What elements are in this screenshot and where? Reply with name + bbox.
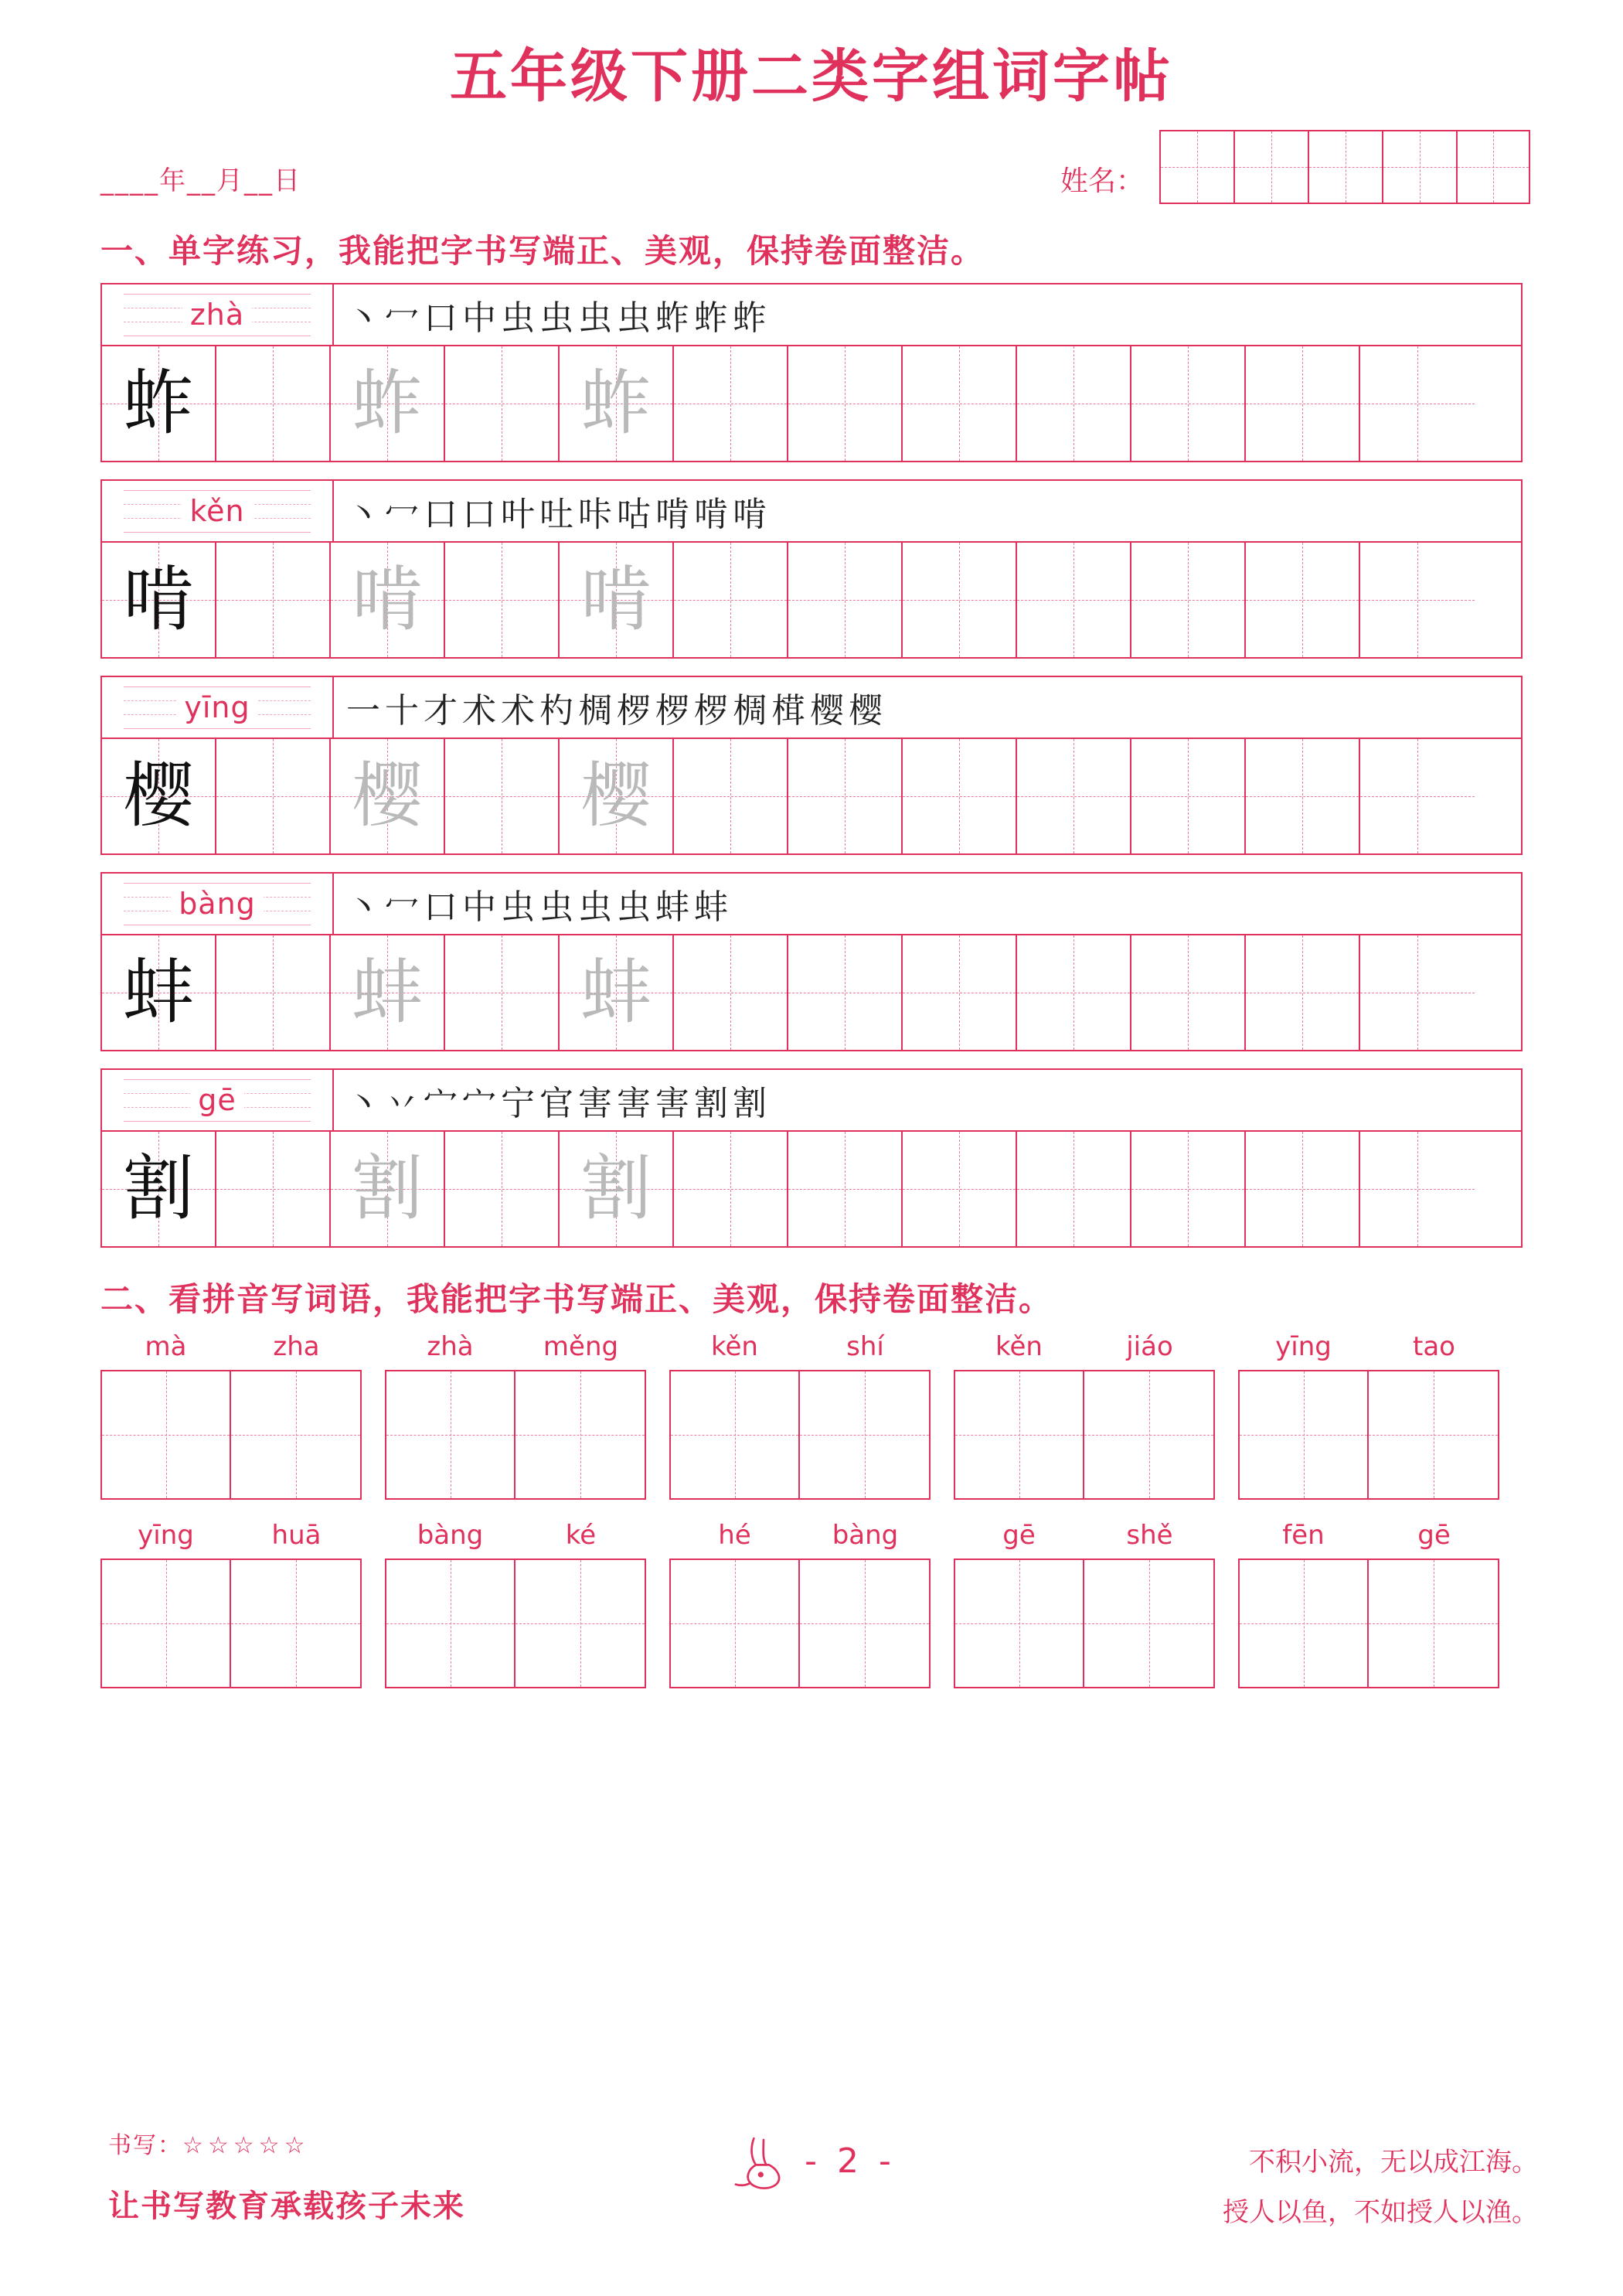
word-writing-cell[interactable] [231, 1560, 360, 1687]
word-writing-cell[interactable] [955, 1560, 1084, 1687]
word-pinyin-syllable: kěn [995, 1331, 1043, 1362]
word-pinyin-syllable: huā [271, 1520, 322, 1551]
word-item [669, 1331, 931, 1500]
tracing-cell[interactable] [216, 543, 331, 657]
stroke-step: 椆 [733, 691, 767, 731]
stroke-step: 虫 [617, 298, 651, 338]
pinyin-text: zhà [182, 298, 252, 332]
stroke-order-sequence [334, 677, 1521, 738]
stroke-step: 虫 [501, 298, 535, 338]
tracing-cell[interactable] [102, 346, 216, 461]
word-pinyin-syllable: měng [543, 1331, 619, 1362]
word-item [669, 1520, 931, 1688]
word-writing-grid[interactable] [669, 1370, 931, 1500]
word-pinyin-syllable: fēn [1282, 1520, 1325, 1551]
tracing-cell[interactable] [674, 739, 788, 853]
model-character: 啃 [122, 558, 194, 641]
page-title: 五年级下册二类字组词字帖 [450, 43, 1173, 110]
tracing-cell[interactable] [102, 739, 216, 853]
word-writing-grid[interactable] [954, 1370, 1215, 1500]
tracing-cell[interactable] [903, 739, 1017, 853]
tracing-grid[interactable] [102, 1132, 1521, 1246]
stroke-step: 害 [578, 1084, 612, 1123]
stroke-step: 丶 [346, 887, 380, 927]
ghost-character: 蚌 [580, 951, 652, 1034]
stroke-step: 虫 [539, 298, 573, 338]
stroke-step: 丶 [346, 298, 380, 338]
tracing-cell[interactable] [102, 543, 216, 657]
word-pinyin-syllable: bàng [417, 1520, 484, 1551]
pinyin-text: gē [190, 1083, 244, 1117]
word-writing-cell[interactable] [800, 1560, 929, 1687]
tracing-cell[interactable] [445, 543, 560, 657]
stroke-step: 吐 [539, 495, 573, 534]
tracing-cell[interactable] [788, 935, 903, 1050]
word-writing-grid[interactable] [669, 1558, 931, 1688]
word-writing-grid[interactable] [100, 1370, 362, 1500]
practice-block [100, 872, 1523, 1051]
tracing-cell[interactable] [560, 346, 674, 461]
footer-center [727, 2126, 896, 2196]
ghost-character: 樱 [580, 755, 652, 837]
tracing-cell[interactable] [445, 935, 560, 1050]
stroke-step: 虫 [578, 887, 612, 927]
word-pinyin-syllable: gē [1002, 1520, 1036, 1551]
word-writing-cell[interactable] [1240, 1560, 1369, 1687]
stroke-step: 术 [462, 691, 496, 731]
word-item [954, 1331, 1215, 1500]
tracing-cell[interactable] [674, 543, 788, 657]
word-pinyin-syllable: shě [1126, 1520, 1173, 1551]
stroke-step: 啃 [694, 495, 728, 534]
pinyin-cell [102, 677, 334, 738]
word-writing-cell[interactable] [231, 1371, 360, 1498]
word-writing-grid[interactable] [385, 1370, 646, 1500]
word-writing-grid[interactable] [385, 1558, 646, 1688]
practice-block [100, 479, 1523, 659]
pinyin-stroke-row [102, 874, 1521, 935]
rabbit-icon [727, 2126, 797, 2196]
tracing-cell[interactable] [445, 739, 560, 853]
practice-block [100, 283, 1523, 462]
stroke-step: 术 [501, 691, 535, 731]
ghost-character: 割 [351, 1147, 423, 1230]
stroke-step: 蚱 [733, 298, 767, 338]
name-cell[interactable] [1456, 130, 1530, 204]
pinyin-cell [102, 481, 334, 541]
footer [0, 2118, 1623, 2265]
stroke-step: 十 [385, 691, 419, 731]
word-item [385, 1331, 646, 1500]
tracing-cell[interactable] [102, 1132, 216, 1246]
stroke-step: 虫 [501, 887, 535, 927]
ghost-character: 蚱 [351, 362, 423, 445]
word-writing-cell[interactable] [515, 1560, 645, 1687]
stroke-step: 口 [424, 887, 458, 927]
stroke-step: 中 [462, 887, 496, 927]
word-writing-cell[interactable] [386, 1371, 515, 1498]
stroke-step: 才 [424, 691, 458, 731]
tracing-grid[interactable] [102, 543, 1521, 657]
stroke-step: 官 [539, 1084, 573, 1123]
stroke-step: 口 [462, 495, 496, 534]
word-rows [100, 1331, 1523, 1688]
name-label: 姓名： [1060, 165, 1144, 197]
word-item [385, 1520, 646, 1688]
model-character: 蚌 [122, 951, 194, 1034]
stroke-step: 椤 [694, 691, 728, 731]
pinyin-text: kěn [182, 494, 252, 528]
word-row [100, 1331, 1523, 1500]
word-pinyin-syllable: tao [1413, 1331, 1455, 1362]
pinyin-cell [102, 1070, 334, 1130]
word-pinyin-syllable: yīng [138, 1520, 194, 1551]
word-pinyin [669, 1520, 931, 1558]
tracing-cell[interactable] [1360, 935, 1475, 1050]
stroke-step: 害 [655, 1084, 689, 1123]
tracing-cell[interactable] [331, 1132, 445, 1246]
stroke-step: 咔 [578, 495, 612, 534]
tracing-cell[interactable] [216, 1132, 331, 1246]
tracing-cell[interactable] [1360, 739, 1475, 853]
write-rating[interactable] [108, 2126, 465, 2160]
word-pinyin [1238, 1331, 1499, 1370]
tracing-cell[interactable] [1131, 935, 1246, 1050]
tracing-cell[interactable] [445, 346, 560, 461]
stroke-order-sequence [334, 481, 1521, 541]
stroke-step: 害 [617, 1084, 651, 1123]
stroke-step: 杓 [539, 691, 573, 731]
tracing-cell[interactable] [331, 935, 445, 1050]
stroke-step: 樱 [849, 691, 883, 731]
word-writing-cell[interactable] [102, 1560, 231, 1687]
tracing-cell[interactable] [331, 543, 445, 657]
word-writing-cell[interactable] [1084, 1371, 1213, 1498]
tracing-cell[interactable] [1017, 935, 1131, 1050]
stroke-step: 蚱 [694, 298, 728, 338]
tracing-cell[interactable] [674, 935, 788, 1050]
tracing-cell[interactable] [1246, 346, 1360, 461]
stroke-step: 叶 [501, 495, 535, 534]
tracing-cell[interactable] [1131, 1132, 1246, 1246]
stroke-step: 椤 [617, 691, 651, 731]
ghost-character: 蚌 [351, 951, 423, 1034]
tracing-cell[interactable] [560, 543, 674, 657]
practice-block [100, 1068, 1523, 1248]
word-pinyin-syllable: bàng [832, 1520, 899, 1551]
tracing-cell[interactable] [1246, 1132, 1360, 1246]
word-writing-cell[interactable] [1369, 1560, 1498, 1687]
tracing-cell[interactable] [1360, 543, 1475, 657]
stroke-step: 虫 [539, 887, 573, 927]
stroke-step: 啃 [733, 495, 767, 534]
stroke-step: 丶 [346, 495, 380, 534]
tracing-cell[interactable] [674, 346, 788, 461]
stroke-step: 咕 [617, 495, 651, 534]
tracing-cell[interactable] [903, 543, 1017, 657]
tracing-grid[interactable] [102, 935, 1521, 1050]
name-cell[interactable] [1159, 130, 1233, 204]
word-writing-cell[interactable] [386, 1560, 515, 1687]
section-one-heading: 一、单字练习，我能把字书写端正、美观，保持卷面整洁。 [100, 232, 985, 270]
stroke-step: 一 [346, 691, 380, 731]
section-two-heading: 二、看拼音写词语，我能把字书写端正、美观，保持卷面整洁。 [100, 1280, 1053, 1318]
tracing-cell[interactable] [903, 1132, 1017, 1246]
tracing-cell[interactable] [903, 935, 1017, 1050]
word-writing-grid[interactable] [1238, 1558, 1499, 1688]
page-number: - 2 - [805, 2141, 896, 2181]
tracing-cell[interactable] [1360, 346, 1475, 461]
practice-block [100, 676, 1523, 855]
tracing-cell[interactable] [1131, 739, 1246, 853]
word-pinyin-syllable: zha [273, 1331, 320, 1362]
stroke-order-sequence [334, 874, 1521, 934]
tracing-cell[interactable] [788, 346, 903, 461]
word-pinyin-syllable: kěn [711, 1331, 758, 1362]
stroke-step: 冖 [385, 495, 419, 534]
stroke-step: 割 [694, 1084, 728, 1123]
tracing-cell[interactable] [1131, 543, 1246, 657]
tracing-cell[interactable] [1131, 346, 1246, 461]
word-item [1238, 1520, 1499, 1688]
word-pinyin-syllable: gē [1417, 1520, 1451, 1551]
tracing-cell[interactable] [102, 935, 216, 1050]
tracing-cell[interactable] [788, 739, 903, 853]
stroke-step: 宁 [501, 1084, 535, 1123]
ghost-character: 割 [580, 1147, 652, 1230]
model-character: 割 [122, 1147, 194, 1230]
word-writing-cell[interactable] [1084, 1560, 1213, 1687]
word-item [1238, 1331, 1499, 1500]
word-pinyin [1238, 1520, 1499, 1558]
name-cell[interactable] [1308, 130, 1382, 204]
stroke-step: 樱 [810, 691, 844, 731]
stroke-step: 割 [733, 1084, 767, 1123]
star-rating[interactable]: ☆☆☆☆☆ [182, 2132, 310, 2159]
stroke-step: 椆 [578, 691, 612, 731]
tracing-cell[interactable] [1017, 1132, 1131, 1246]
stroke-step: 丶 [346, 1084, 380, 1123]
word-pinyin-syllable: hé [718, 1520, 751, 1551]
stroke-step: 蚌 [694, 887, 728, 927]
tracing-cell[interactable] [1017, 543, 1131, 657]
tracing-cell[interactable] [788, 543, 903, 657]
word-pinyin [669, 1331, 931, 1370]
tracing-grid[interactable] [102, 739, 1521, 853]
pinyin-stroke-row [102, 1070, 1521, 1132]
stroke-step: 蚌 [655, 887, 689, 927]
pinyin-cell [102, 874, 334, 934]
word-writing-grid[interactable] [1238, 1370, 1499, 1500]
pinyin-stroke-row [102, 677, 1521, 739]
word-writing-cell[interactable] [671, 1560, 800, 1687]
footer-left [108, 2126, 465, 2226]
stroke-step: 虫 [578, 298, 612, 338]
word-writing-cell[interactable] [955, 1371, 1084, 1498]
word-writing-cell[interactable] [1240, 1371, 1369, 1498]
word-writing-grid[interactable] [100, 1558, 362, 1688]
name-cell[interactable] [1382, 130, 1456, 204]
practice-blocks [0, 283, 1623, 1248]
word-pinyin [100, 1331, 362, 1370]
date-line[interactable]: ____年__月__日 [100, 165, 301, 196]
stroke-step: 宀 [424, 1084, 458, 1123]
footer-slogan: 让书写教育承载孩子未来 [108, 2189, 465, 2224]
model-character: 樱 [122, 755, 194, 837]
stroke-step: 口 [424, 495, 458, 534]
stroke-step: 中 [462, 298, 496, 338]
word-item [100, 1331, 362, 1500]
tracing-cell[interactable] [216, 346, 331, 461]
tracing-cell[interactable] [1017, 739, 1131, 853]
stroke-step: 啃 [655, 495, 689, 534]
name-grid[interactable] [1159, 130, 1530, 204]
tracing-cell[interactable] [1246, 739, 1360, 853]
tracing-grid[interactable] [102, 346, 1521, 461]
stroke-step: 丷 [385, 1084, 419, 1123]
tracing-cell[interactable] [445, 1132, 560, 1246]
tracing-cell[interactable] [560, 739, 674, 853]
model-character: 蚱 [122, 362, 194, 445]
pinyin-cell [102, 284, 334, 345]
word-pinyin-syllable: zhà [427, 1331, 474, 1362]
word-pinyin [954, 1520, 1215, 1558]
header-row [0, 127, 1623, 212]
stroke-order-sequence [334, 1070, 1521, 1130]
tracing-cell[interactable] [560, 1132, 674, 1246]
tracing-cell[interactable] [331, 346, 445, 461]
stroke-step: 冖 [385, 887, 419, 927]
tracing-cell[interactable] [1360, 1132, 1475, 1246]
tracing-cell[interactable] [788, 1132, 903, 1246]
tracing-cell[interactable] [331, 739, 445, 853]
stroke-step: 宀 [462, 1084, 496, 1123]
word-pinyin-syllable: yīng [1275, 1331, 1332, 1362]
stroke-step: 椤 [655, 691, 689, 731]
word-writing-cell[interactable] [671, 1371, 800, 1498]
word-row [100, 1520, 1523, 1688]
word-pinyin [385, 1520, 646, 1558]
stroke-step: 冖 [385, 298, 419, 338]
word-item [100, 1520, 362, 1688]
pinyin-text: bàng [171, 887, 264, 921]
footer-quote [1223, 2138, 1538, 2238]
word-pinyin-syllable: jiáo [1126, 1331, 1173, 1362]
word-pinyin-syllable: mà [145, 1331, 187, 1362]
word-writing-grid[interactable] [954, 1558, 1215, 1688]
tracing-cell[interactable] [903, 346, 1017, 461]
word-item [954, 1520, 1215, 1688]
word-writing-cell[interactable] [1369, 1371, 1498, 1498]
write-label: 书写： [108, 2132, 182, 2159]
word-writing-cell[interactable] [800, 1371, 929, 1498]
quote-line-1: 不积小流，无以成江海。 [1249, 2148, 1538, 2177]
stroke-step: 虫 [617, 887, 651, 927]
ghost-character: 蚱 [580, 362, 652, 445]
pinyin-stroke-row [102, 481, 1521, 543]
ghost-character: 啃 [580, 558, 652, 641]
pinyin-stroke-row [102, 284, 1521, 346]
stroke-step: 蚱 [655, 298, 689, 338]
word-writing-cell[interactable] [515, 1371, 645, 1498]
word-pinyin [385, 1331, 646, 1370]
tracing-cell[interactable] [1246, 543, 1360, 657]
word-pinyin [100, 1520, 362, 1558]
tracing-cell[interactable] [216, 935, 331, 1050]
quote-line-2: 授人以鱼，不如授人以渔。 [1223, 2198, 1538, 2227]
tracing-cell[interactable] [1246, 935, 1360, 1050]
ghost-character: 樱 [351, 755, 423, 837]
stroke-order-sequence [334, 284, 1521, 345]
tracing-cell[interactable] [1017, 346, 1131, 461]
stroke-step: 口 [424, 298, 458, 338]
tracing-cell[interactable] [560, 935, 674, 1050]
ghost-character: 啃 [351, 558, 423, 641]
word-pinyin [954, 1331, 1215, 1370]
tracing-cell[interactable] [674, 1132, 788, 1246]
word-pinyin-syllable: ké [565, 1520, 597, 1551]
tracing-cell[interactable] [216, 739, 331, 853]
stroke-step: 榵 [771, 691, 805, 731]
pinyin-text: yīng [176, 690, 257, 724]
name-cell[interactable] [1233, 130, 1308, 204]
word-pinyin-syllable: shí [846, 1331, 884, 1362]
word-writing-cell[interactable] [102, 1371, 231, 1498]
